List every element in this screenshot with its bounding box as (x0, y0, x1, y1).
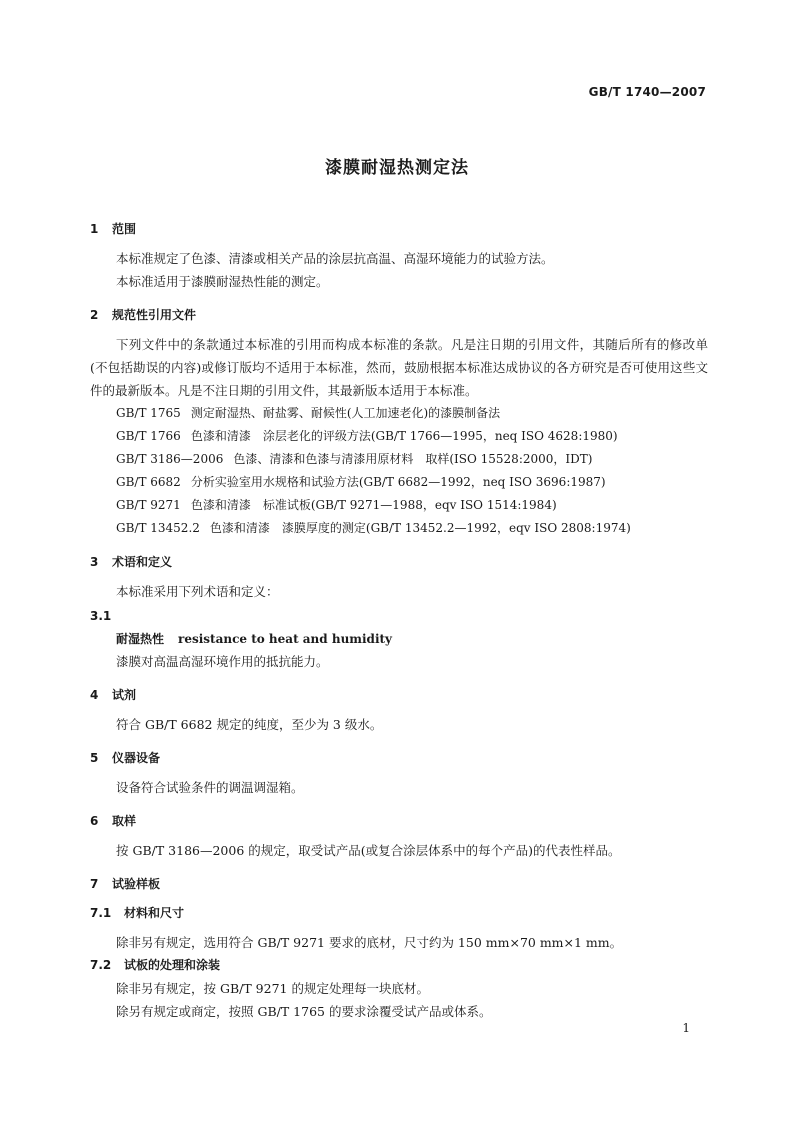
scope-paragraph-1: 本标准规定了色漆、清漆或相关产品的涂层抗高温、高湿环境能力的试验方法。 (116, 251, 554, 266)
reference-title: 分析实验室用水规格和试验方法(GB/T 6682—1992，neq ISO 3696:1987) (190, 475, 606, 489)
section-title: 试验样板 (112, 877, 161, 891)
materials-paragraph: 除非另有规定，选用符合 GB/T 9271 要求的底材，尺寸约为 150 mm×70 mm×1 mm。 (116, 935, 623, 950)
sampling-paragraph: 按 GB/T 3186—2006 的规定，取受试产品(或复合涂层体系中的每个产品)的代表性样品。 (116, 843, 621, 858)
section-title: 范围 (112, 222, 137, 236)
subsection-7-2-heading (90, 954, 708, 977)
reference-code: GB/T 13452.2 (116, 521, 200, 535)
section-number: 2 (90, 308, 99, 322)
reagent-paragraph: 符合 GB/T 6682 规定的纯度，至少为 3 级水。 (116, 717, 383, 732)
section-3-heading (90, 551, 708, 574)
apparatus-paragraph: 设备符合试验条件的调温调湿箱。 (116, 780, 304, 795)
subsection-7-1-heading (90, 902, 708, 925)
subsection-title: 材料和尺寸 (124, 906, 185, 920)
terms-intro: 本标准采用下列术语和定义： (116, 584, 279, 599)
reference-code: GB/T 6682 (116, 475, 181, 489)
reference-title: 色漆和清漆 涂层老化的评级方法(GB/T 1766—1995，neq ISO 4628:1980) (190, 429, 618, 443)
section-5-heading (90, 747, 708, 770)
section-6-heading (90, 810, 708, 833)
subsection-number: 3.1 (90, 609, 112, 623)
standard-code: GB/T 1740—2007 (588, 85, 706, 99)
reference-list (90, 402, 708, 540)
page-number: 1 (682, 1021, 690, 1035)
term-english: resistance to heat and humidity (178, 632, 393, 646)
reference-code: GB/T 9271 (116, 498, 181, 512)
term-definition: 漆膜对高温高湿环境作用的抵抗能力。 (116, 654, 329, 669)
section-number: 5 (90, 751, 99, 765)
reference-title: 色漆和清漆 标准试板(GB/T 9271—1988，eqv ISO 1514:1984) (190, 498, 557, 512)
reference-item (90, 402, 708, 425)
subsection-number: 7.1 (90, 906, 112, 920)
reference-title: 测定耐湿热、耐盐雾、耐候性(人工加速老化)的漆膜制备法 (190, 406, 501, 420)
section-7-heading (90, 873, 708, 896)
section-title: 规范性引用文件 (112, 308, 197, 322)
subsection-number: 7.2 (90, 958, 112, 972)
reference-item (90, 494, 708, 517)
section-title: 术语和定义 (112, 555, 173, 569)
scope-paragraph-2: 本标准适用于漆膜耐湿热性能的测定。 (116, 274, 329, 289)
reference-code: GB/T 3186—2006 (116, 452, 224, 466)
references-intro: 下列文件中的条款通过本标准的引用而构成本标准的条款。凡是注日期的引用文件，其随后所有的修改单(不包括勘误的内容)或修订版均不适用于本标准，然而，鼓励根据本标准达成协议的各方研究是否可使用这些文件的最新版本。凡是不注日期的引用文件，其最新版本适用于本标准。 (90, 337, 708, 398)
reference-code: GB/T 1766 (116, 429, 181, 443)
reference-item (90, 425, 708, 448)
section-4-heading (90, 684, 708, 707)
section-number: 4 (90, 688, 99, 702)
section-number: 3 (90, 555, 99, 569)
subsection-title: 试板的处理和涂装 (124, 958, 221, 972)
section-1-heading (90, 218, 708, 241)
reference-code: GB/T 1765 (116, 406, 181, 420)
reference-item (90, 471, 708, 494)
section-title: 仪器设备 (112, 751, 161, 765)
reference-item (90, 448, 708, 471)
reference-item (90, 517, 708, 540)
preparation-paragraph-1: 除非另有规定，按 GB/T 9271 的规定处理每一块底材。 (116, 981, 429, 996)
term-chinese: 耐湿热性 (116, 632, 165, 646)
section-2-heading (90, 304, 708, 327)
reference-title: 色漆、清漆和色漆与清漆用原材料 取样(ISO 15528:2000，IDT) (233, 452, 593, 466)
document-title: 漆膜耐湿热测定法 (325, 158, 469, 178)
section-title: 取样 (112, 814, 137, 828)
section-number: 7 (90, 877, 99, 891)
section-title: 试剂 (112, 688, 137, 702)
preparation-paragraph-2: 除另有规定或商定，按照 GB/T 1765 的要求涂覆受试产品或体系。 (116, 1004, 492, 1019)
section-number: 6 (90, 814, 99, 828)
reference-title: 色漆和清漆 漆膜厚度的测定(GB/T 13452.2—1992，eqv ISO 2808:1974) (209, 521, 631, 535)
document-body (90, 218, 708, 1023)
section-number: 1 (90, 222, 99, 236)
term-entry (90, 627, 708, 650)
